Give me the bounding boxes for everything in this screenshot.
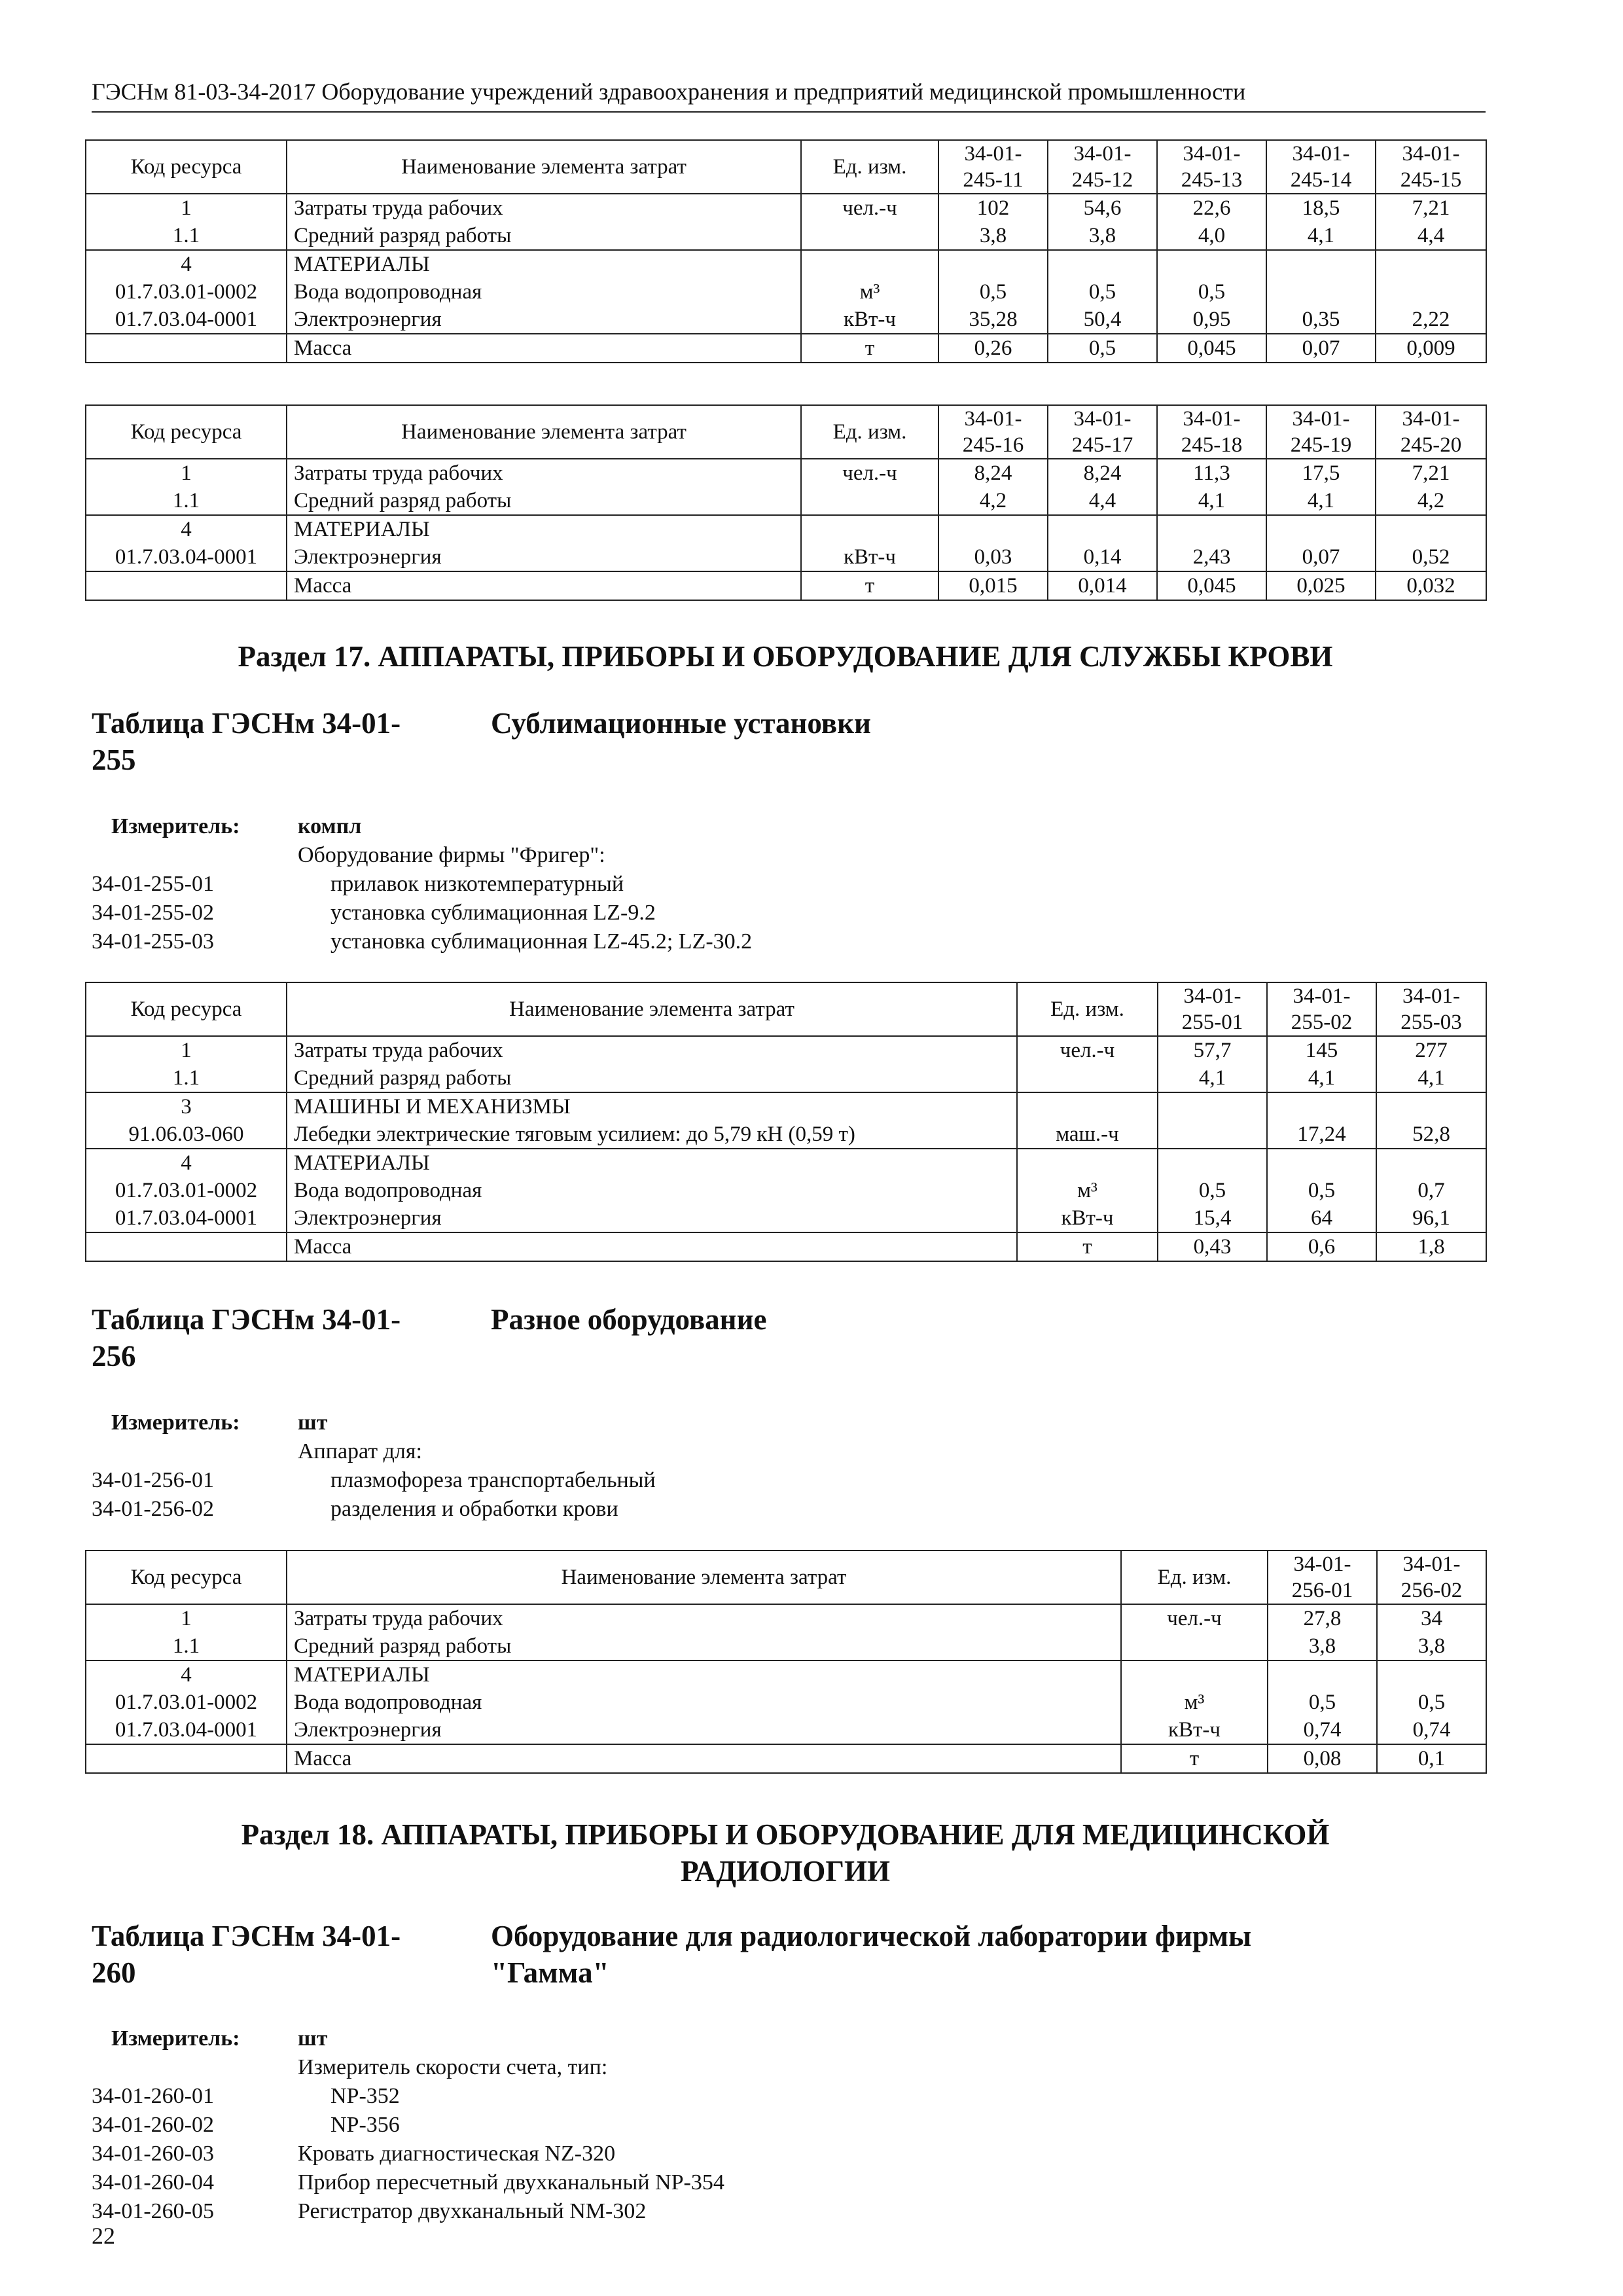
value-cell (1157, 250, 1266, 278)
cost-item-name: МАТЕРИАЛЫ (287, 515, 801, 543)
resource-code (86, 1232, 287, 1261)
resource-code: 01.7.03.04-0001 (86, 543, 287, 571)
value-cell: 0,43 (1158, 1232, 1267, 1261)
resource-code: 4 (86, 515, 287, 543)
resource-code (86, 334, 287, 363)
unit-cell: маш.-ч (1017, 1121, 1158, 1149)
value-cell: 0,6 (1267, 1232, 1376, 1261)
table-row (86, 1744, 1486, 1773)
resource-code: 01.7.03.01-0002 (86, 278, 287, 306)
list-item: 34-01-256-02 разделения и обработки крови (92, 1497, 618, 1521)
table-255-measurer (92, 812, 1486, 956)
list-item: 34-01-260-01 NP-352 (92, 2084, 400, 2108)
item-intro: Измеритель скорости счета, тип: (298, 2055, 608, 2079)
value-cell: 4,1 (1266, 222, 1376, 250)
resource-code: 01.7.03.01-0002 (86, 1689, 287, 1716)
header-col: 34-01- 255-03 (1376, 982, 1486, 1036)
cost-item-name: Электроэнергия (287, 543, 801, 571)
value-cell: 4,4 (1376, 222, 1486, 250)
list-item: 34-01-260-02 NP-356 (92, 2113, 400, 2137)
table-255-title (92, 705, 1486, 778)
resource-code: 1 (86, 459, 287, 487)
cost-item-name: Масса (287, 334, 801, 363)
value-cell: 0,5 (1268, 1689, 1377, 1716)
cost-item-name: Масса (287, 1744, 1121, 1773)
value-cell: 52,8 (1376, 1121, 1486, 1149)
resource-code (86, 571, 287, 600)
cost-table-245-11-15 (85, 139, 1487, 363)
cost-item-name: Масса (287, 571, 801, 600)
cost-item-name: МАТЕРИАЛЫ (287, 1660, 1121, 1689)
value-cell (938, 250, 1048, 278)
table-row (86, 1121, 1486, 1149)
header-col: 34-01- 255-01 (1158, 982, 1267, 1036)
table-header-row (86, 1551, 1486, 1604)
unit-cell: т (801, 334, 938, 363)
list-item: 34-01-255-03 установка сублимационная LZ-45.2; LZ-30.2 (92, 929, 753, 954)
resource-code: 1 (86, 194, 287, 222)
unit-cell: м³ (1121, 1689, 1268, 1716)
table-256-title (92, 1301, 1486, 1374)
value-cell: 4,1 (1266, 487, 1376, 515)
table-row (86, 543, 1486, 571)
value-cell: 4,0 (1157, 222, 1266, 250)
table-row (86, 1204, 1486, 1232)
value-cell: 3,8 (1377, 1632, 1486, 1660)
resource-code: 01.7.03.04-0001 (86, 1204, 287, 1232)
value-cell: 3,8 (1268, 1632, 1377, 1660)
value-cell: 102 (938, 194, 1048, 222)
header-col: 34-01- 245-14 (1266, 140, 1376, 194)
value-cell (1267, 1149, 1376, 1177)
list-item: 34-01-255-01 прилавок низкотемпературный (92, 872, 624, 896)
value-cell: 0,5 (938, 278, 1048, 306)
unit-cell: чел.-ч (801, 194, 938, 222)
cost-item-name: Затраты труда рабочих (287, 1604, 1121, 1632)
cost-item-name: Средний разряд работы (287, 1632, 1121, 1660)
value-cell (1266, 515, 1376, 543)
header-code: Код ресурса (86, 1551, 287, 1604)
table-260-name: Оборудование для радиологической лаборатории фирмы "Гамма" (491, 1920, 1252, 1989)
unit-cell: м³ (801, 278, 938, 306)
value-cell: 0,35 (1266, 306, 1376, 334)
value-cell: 0,74 (1377, 1716, 1486, 1744)
table-row (86, 1716, 1486, 1744)
table-row (86, 278, 1486, 306)
table-260-number: Таблица ГЭСНм 34-01- 260 (92, 1920, 401, 1989)
item-intro: Оборудование фирмы "Фригер": (298, 843, 605, 867)
header-unit: Ед. изм. (801, 405, 938, 459)
cost-item-name: Средний разряд работы (287, 487, 801, 515)
value-cell: 3,8 (1048, 222, 1157, 250)
value-cell (1048, 515, 1157, 543)
value-cell: 4,2 (938, 487, 1048, 515)
page-number: 22 (92, 2223, 115, 2249)
header-col: 34-01- 245-11 (938, 140, 1048, 194)
cost-item-name: Вода водопроводная (287, 1689, 1121, 1716)
running-header: ГЭСНм 81-03-34-2017 Оборудование учреждений здравоохранения и предприятий медицинской промышленности (92, 77, 1486, 113)
unit-cell: кВт-ч (801, 543, 938, 571)
header-unit: Ед. изм. (801, 140, 938, 194)
cost-item-name: МАШИНЫ И МЕХАНИЗМЫ (287, 1092, 1017, 1121)
unit-cell (1121, 1632, 1268, 1660)
value-cell (1267, 1092, 1376, 1121)
header-unit: Ед. изм. (1017, 982, 1158, 1036)
table-row (86, 571, 1486, 600)
cost-item-name: Затраты труда рабочих (287, 194, 801, 222)
measurer-label: Измеритель: (111, 1410, 240, 1435)
value-cell: 0,5 (1158, 1177, 1267, 1204)
measurer-unit: шт (298, 1410, 328, 1435)
value-cell: 3,8 (938, 222, 1048, 250)
cost-table-245-16-20 (85, 404, 1487, 601)
unit-cell (801, 222, 938, 250)
unit-cell (1017, 1149, 1158, 1177)
list-item: 34-01-260-05 Регистратор двухканальный NM-302 (92, 2199, 647, 2223)
value-cell: 1,8 (1376, 1232, 1486, 1261)
value-cell: 96,1 (1376, 1204, 1486, 1232)
table-row (86, 222, 1486, 250)
header-code: Код ресурса (86, 140, 287, 194)
measurer-label: Измеритель: (111, 2026, 240, 2051)
unit-cell (1017, 1092, 1158, 1121)
value-cell: 0,025 (1266, 571, 1376, 600)
value-cell: 0,5 (1377, 1689, 1486, 1716)
value-cell (1376, 1149, 1486, 1177)
value-cell: 0,045 (1157, 571, 1266, 600)
value-cell: 0,5 (1267, 1177, 1376, 1204)
header-col: 34-01- 245-18 (1157, 405, 1266, 459)
measurer-label: Измеритель: (111, 814, 240, 838)
table-row (86, 1689, 1486, 1716)
value-cell: 0,045 (1157, 334, 1266, 363)
value-cell: 34 (1377, 1604, 1486, 1632)
cost-item-name: Лебедки электрические тяговым усилием: до 5,79 кН (0,59 т) (287, 1121, 1017, 1149)
value-cell: 8,24 (1048, 459, 1157, 487)
section-18-title: Раздел 18. АППАРАТЫ, ПРИБОРЫ И ОБОРУДОВАНИЕ ДЛЯ МЕДИЦИНСКОЙ РАДИОЛОГИИ (241, 1818, 1330, 1888)
list-item: 34-01-260-04 Прибор пересчетный двухканальный NP-354 (92, 2170, 724, 2195)
unit-cell: кВт-ч (801, 306, 938, 334)
header-col: 34-01- 245-20 (1376, 405, 1486, 459)
header-col: 34-01- 255-02 (1267, 982, 1376, 1036)
unit-cell (1017, 1064, 1158, 1092)
value-cell: 145 (1267, 1036, 1376, 1064)
cost-table-255 (85, 982, 1487, 1262)
table-row (86, 1064, 1486, 1092)
value-cell: 4,2 (1376, 487, 1486, 515)
value-cell: 0,032 (1376, 571, 1486, 600)
header-col: 34-01- 245-13 (1157, 140, 1266, 194)
table-row (86, 334, 1486, 363)
value-cell: 0,03 (938, 543, 1048, 571)
item-intro: Аппарат для: (298, 1439, 422, 1463)
value-cell: 7,21 (1376, 459, 1486, 487)
value-cell: 50,4 (1048, 306, 1157, 334)
header-code: Код ресурса (86, 405, 287, 459)
table-256-measurer (92, 1408, 1486, 1524)
resource-code: 01.7.03.04-0001 (86, 306, 287, 334)
table-row (86, 194, 1486, 222)
header-name: Наименование элемента затрат (287, 140, 801, 194)
resource-code: 1.1 (86, 487, 287, 515)
header-name: Наименование элемента затрат (287, 1551, 1121, 1604)
value-cell: 0,5 (1048, 334, 1157, 363)
value-cell (1376, 1092, 1486, 1121)
table-row (86, 250, 1486, 278)
unit-cell (801, 515, 938, 543)
value-cell (1266, 250, 1376, 278)
value-cell: 0,74 (1268, 1716, 1377, 1744)
value-cell: 0,7 (1376, 1177, 1486, 1204)
unit-cell: чел.-ч (1017, 1036, 1158, 1064)
value-cell: 0,009 (1376, 334, 1486, 363)
header-col: 34-01- 256-01 (1268, 1551, 1377, 1604)
resource-code: 1.1 (86, 1064, 287, 1092)
cost-item-name: МАТЕРИАЛЫ (287, 250, 801, 278)
table-header-row (86, 140, 1486, 194)
table-row (86, 487, 1486, 515)
resource-code: 3 (86, 1092, 287, 1121)
section-17-title: Раздел 17. АППАРАТЫ, ПРИБОРЫ И ОБОРУДОВАНИЕ ДЛЯ СЛУЖБЫ КРОВИ (238, 640, 1333, 673)
value-cell (1266, 278, 1376, 306)
unit-cell: кВт-ч (1121, 1716, 1268, 1744)
header-name: Наименование элемента затрат (287, 982, 1017, 1036)
value-cell: 7,21 (1376, 194, 1486, 222)
value-cell: 17,24 (1267, 1121, 1376, 1149)
value-cell: 22,6 (1157, 194, 1266, 222)
header-unit: Ед. изм. (1121, 1551, 1268, 1604)
value-cell: 15,4 (1158, 1204, 1267, 1232)
unit-cell (801, 487, 938, 515)
header-col: 34-01- 245-19 (1266, 405, 1376, 459)
unit-cell: кВт-ч (1017, 1204, 1158, 1232)
table-row (86, 1036, 1486, 1064)
resource-code: 91.06.03-060 (86, 1121, 287, 1149)
value-cell: 2,22 (1376, 306, 1486, 334)
table-header-row (86, 982, 1486, 1036)
value-cell (1376, 515, 1486, 543)
value-cell (1158, 1092, 1267, 1121)
table-260-measurer (92, 2024, 1486, 2226)
cost-item-name: Масса (287, 1232, 1017, 1261)
value-cell: 0,52 (1376, 543, 1486, 571)
value-cell (1048, 250, 1157, 278)
resource-code: 1 (86, 1604, 287, 1632)
measurer-unit: компл (298, 814, 362, 838)
resource-code: 4 (86, 1149, 287, 1177)
value-cell: 27,8 (1268, 1604, 1377, 1632)
cost-item-name: Вода водопроводная (287, 278, 801, 306)
cost-item-name: Затраты труда рабочих (287, 1036, 1017, 1064)
cost-item-name: МАТЕРИАЛЫ (287, 1149, 1017, 1177)
header-name: Наименование элемента затрат (287, 405, 801, 459)
value-cell: 0,5 (1157, 278, 1266, 306)
unit-cell: т (801, 571, 938, 600)
value-cell: 0,14 (1048, 543, 1157, 571)
value-cell (938, 515, 1048, 543)
unit-cell: чел.-ч (801, 459, 938, 487)
unit-cell (1121, 1660, 1268, 1689)
resource-code: 01.7.03.01-0002 (86, 1177, 287, 1204)
value-cell: 4,1 (1158, 1064, 1267, 1092)
value-cell: 4,1 (1267, 1064, 1376, 1092)
table-255-number: Таблица ГЭСНм 34-01- 255 (92, 707, 401, 776)
header-col: 34-01- 245-17 (1048, 405, 1157, 459)
cost-item-name: Электроэнергия (287, 306, 801, 334)
cost-item-name: Затраты труда рабочих (287, 459, 801, 487)
cost-item-name: Средний разряд работы (287, 222, 801, 250)
value-cell: 0,95 (1157, 306, 1266, 334)
table-256-number: Таблица ГЭСНм 34-01- 256 (92, 1303, 401, 1372)
unit-cell: чел.-ч (1121, 1604, 1268, 1632)
resource-code: 1.1 (86, 1632, 287, 1660)
resource-code: 1.1 (86, 222, 287, 250)
table-row (86, 1604, 1486, 1632)
resource-code: 1 (86, 1036, 287, 1064)
header-col: 34-01- 245-15 (1376, 140, 1486, 194)
list-item: 34-01-256-01 плазмофореза транспортабельный (92, 1468, 656, 1492)
cost-item-name: Электроэнергия (287, 1716, 1121, 1744)
unit-cell (801, 250, 938, 278)
value-cell: 4,1 (1376, 1064, 1486, 1092)
value-cell: 64 (1267, 1204, 1376, 1232)
value-cell: 8,24 (938, 459, 1048, 487)
value-cell: 18,5 (1266, 194, 1376, 222)
value-cell: 277 (1376, 1036, 1486, 1064)
cost-item-name: Электроэнергия (287, 1204, 1017, 1232)
value-cell (1376, 278, 1486, 306)
resource-code (86, 1744, 287, 1773)
value-cell: 0,5 (1048, 278, 1157, 306)
resource-code: 4 (86, 250, 287, 278)
resource-code: 01.7.03.04-0001 (86, 1716, 287, 1744)
table-255-name: Сублимационные установки (491, 707, 871, 740)
table-row (86, 1632, 1486, 1660)
value-cell: 35,28 (938, 306, 1048, 334)
value-cell: 0,07 (1266, 543, 1376, 571)
list-item: 34-01-255-02 установка сублимационная LZ-9.2 (92, 901, 656, 925)
value-cell (1376, 250, 1486, 278)
header-code: Код ресурса (86, 982, 287, 1036)
value-cell (1158, 1149, 1267, 1177)
value-cell: 11,3 (1157, 459, 1266, 487)
measurer-unit: шт (298, 2026, 328, 2051)
table-row (86, 1232, 1486, 1261)
table-row (86, 1149, 1486, 1177)
table-header-row (86, 405, 1486, 459)
value-cell: 0,07 (1266, 334, 1376, 363)
value-cell: 0,26 (938, 334, 1048, 363)
table-256-name: Разное оборудование (491, 1303, 767, 1336)
header-col: 34-01- 245-12 (1048, 140, 1157, 194)
unit-cell: т (1017, 1232, 1158, 1261)
table-260-title (92, 1918, 1486, 1991)
table-row (86, 306, 1486, 334)
value-cell (1157, 515, 1266, 543)
table-row (86, 1660, 1486, 1689)
value-cell: 0,1 (1377, 1744, 1486, 1773)
list-item: 34-01-260-03 Кровать диагностическая NZ-320 (92, 2142, 616, 2166)
value-cell (1158, 1121, 1267, 1149)
unit-cell: м³ (1017, 1177, 1158, 1204)
cost-table-256 (85, 1550, 1487, 1774)
value-cell: 0,014 (1048, 571, 1157, 600)
value-cell: 0,015 (938, 571, 1048, 600)
header-col: 34-01- 245-16 (938, 405, 1048, 459)
value-cell (1268, 1660, 1377, 1689)
table-row (86, 1177, 1486, 1204)
value-cell: 0,08 (1268, 1744, 1377, 1773)
resource-code: 4 (86, 1660, 287, 1689)
value-cell: 17,5 (1266, 459, 1376, 487)
table-row (86, 515, 1486, 543)
value-cell: 4,4 (1048, 487, 1157, 515)
cost-item-name: Средний разряд работы (287, 1064, 1017, 1092)
cost-item-name: Вода водопроводная (287, 1177, 1017, 1204)
header-col: 34-01- 256-02 (1377, 1551, 1486, 1604)
value-cell: 2,43 (1157, 543, 1266, 571)
value-cell (1377, 1660, 1486, 1689)
table-row (86, 459, 1486, 487)
value-cell: 54,6 (1048, 194, 1157, 222)
unit-cell: т (1121, 1744, 1268, 1773)
value-cell: 4,1 (1157, 487, 1266, 515)
value-cell: 57,7 (1158, 1036, 1267, 1064)
table-row (86, 1092, 1486, 1121)
